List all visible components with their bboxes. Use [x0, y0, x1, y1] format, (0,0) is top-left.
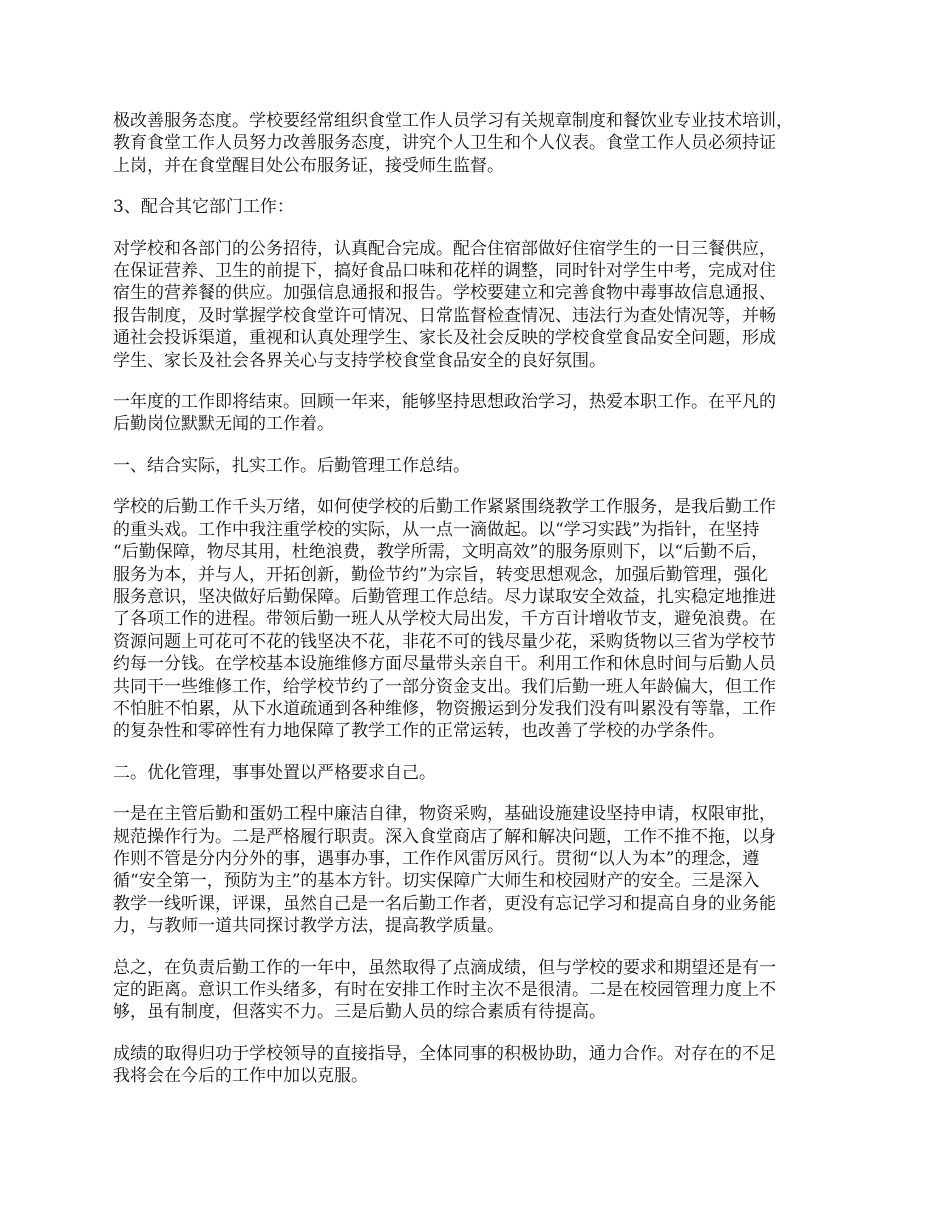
text-line: 在保证营养、卫生的前提下，搞好食品口味和花样的调整，同时针对学生中考，完成对住 [113, 261, 776, 282]
text-line: 定的距离。意识工作头绪多，有时在安排工作时主次不是很清。二是在校园管理力度上不 [113, 980, 776, 1000]
heading-section-one [113, 455, 848, 477]
paragraph-logistics-work [113, 496, 848, 742]
text-line: 力，与教师一道共同探讨教学方法，提高教学质量。 [113, 916, 504, 937]
text-line: 我将会在今后的工作中加以克服。 [113, 1066, 368, 1087]
text-line: “后勤保障，物尽其用，杜绝浪费，教学所需，文明高效”的服务原则下，以“后勤不后， [113, 542, 769, 563]
text-line: 教学一线听课，评课，虽然自己是一名后勤工作者，更没有忘记学习和提高自身的业务能 [113, 893, 776, 914]
text-line: 通社会投诉渠道，重视和认真处理学生、家长及社会反映的学校食堂食品安全问题，形成 [113, 328, 776, 349]
paragraph-service-attitude [113, 110, 848, 177]
text-line: 一是在主管后勤和蛋奶工程中廉洁自律，物资采购，基础设施建设坚持申请，权限审批， [113, 804, 776, 825]
paragraph-year-review [113, 391, 848, 436]
text-line: 不怕脏不怕累，从下水道疏通到各种维修，物资搬运到分发我们没有叫累没有等靠，工作 [113, 698, 776, 719]
heading-cooperate-departments [113, 196, 848, 218]
text-line: 一、结合实际，扎实工作。后勤管理工作总结。 [113, 455, 470, 476]
text-line: 宿生的营养餐的供应。加强信息通报和报告。学校要建立和完善食物中毒事故信息通报、 [113, 283, 776, 304]
text-line: 一年度的工作即将结束。回顾一年来，能够坚持思想政治学习，热爱本职工作。在平凡的 [113, 392, 776, 413]
text-line: 服务为本，并与人，开拓创新，勤俭节约”为宗旨，转变思想观念，加强后勤管理，强化 [113, 564, 768, 585]
text-line: 对学校和各部门的公务招待，认真配合完成。配合住宿部做好住宿学生的一日三餐供应， [113, 238, 776, 259]
text-line: 二。优化管理，事事处置以严格要求自己。 [113, 762, 436, 783]
text-line: 学生、家长及社会各界关心与支持学校食堂食品安全的良好氛围。 [113, 350, 606, 371]
text-line: 总之，在负责后勤工作的一年中，虽然取得了点滴成绩，但与学校的要求和期望还是有一 [113, 957, 776, 978]
text-line: 学校的后勤工作千头万绪，如何使学校的后勤工作紧紧围绕教学工作服务，是我后勤工作 [113, 497, 776, 518]
text-line: 约每一分钱。在学校基本设施维修方面尽量带头亲自干。利用工作和休息时间与后勤人员 [113, 654, 776, 675]
text-line: 了各项工作的进程。带领后勤一班人从学校大局出发，千方百计增收节支，避免浪费。在 [113, 609, 776, 630]
text-line: 上岗，并在食堂醒目处公布服务证，接受师生监督。 [113, 155, 504, 176]
paragraph-reception-and-reporting [113, 238, 848, 372]
text-line: 共同干一些维修工作，给学校节约了一部分资金支出。我们后勤一班人年龄偏大，但工作 [113, 676, 776, 697]
text-line: 循“安全第一，预防为主”的基本方针。切实保障广大师生和校园财产的安全。三是深入 [113, 871, 760, 892]
text-line: 够，虽有制度，但落实不力。三是后勤人员的综合素质有待提高。 [113, 1002, 606, 1023]
text-line: 的重头戏。工作中我注重学校的实际，从一点一滴做起。以“学习实践”为指针，在坚持 [113, 519, 760, 540]
heading-section-two [113, 762, 848, 784]
text-line: 成绩的取得归功于学校领导的直接指导，全体同事的积极协助，通力合作。对存在的不足 [113, 1043, 776, 1064]
text-line: 后勤岗位默默无闻的工作着。 [113, 414, 334, 435]
text-line: 服务意识，坚决做好后勤保障。后勤管理工作总结。尽力谋取安全效益，扎实稳定地推进 [113, 586, 776, 607]
text-line: 的复杂性和零碎性有力地保障了教学工作的正常运转，也改善了学校的办学条件。 [113, 721, 725, 742]
text-line: 规范操作行为。二是严格履行职责。深入食堂商店了解和解决问题，工作不推不拖，以身 [113, 826, 776, 847]
text-line: 资源问题上可花可不花的钱坚决不花，非花不可的钱尽量少花，采购货物以三省为学校节 [113, 631, 776, 652]
text-line: 作则不管是分内分外的事，遇事办事，工作作风雷厉风行。贯彻“以人为本”的理念，遵 [113, 848, 760, 869]
paragraph-conclusion [113, 1043, 848, 1088]
text-line: 教育食堂工作人员努力改善服务态度，讲究个人卫生和个人仪表。食堂工作人员必须持证 [113, 133, 776, 154]
paragraph-management-duties [113, 803, 848, 937]
paragraph-summary [113, 957, 848, 1024]
text-line: 3、配合其它部门工作： [113, 197, 294, 218]
text-line: 极改善服务态度。学校要经常组织食堂工作人员学习有关规章制度和餐饮业专业技术培训， [113, 111, 793, 131]
document-body [113, 110, 848, 1107]
text-line: 报告制度，及时掌握学校食堂许可情况、日常监督检查情况、违法行为查处情况等，并畅 [113, 305, 776, 326]
